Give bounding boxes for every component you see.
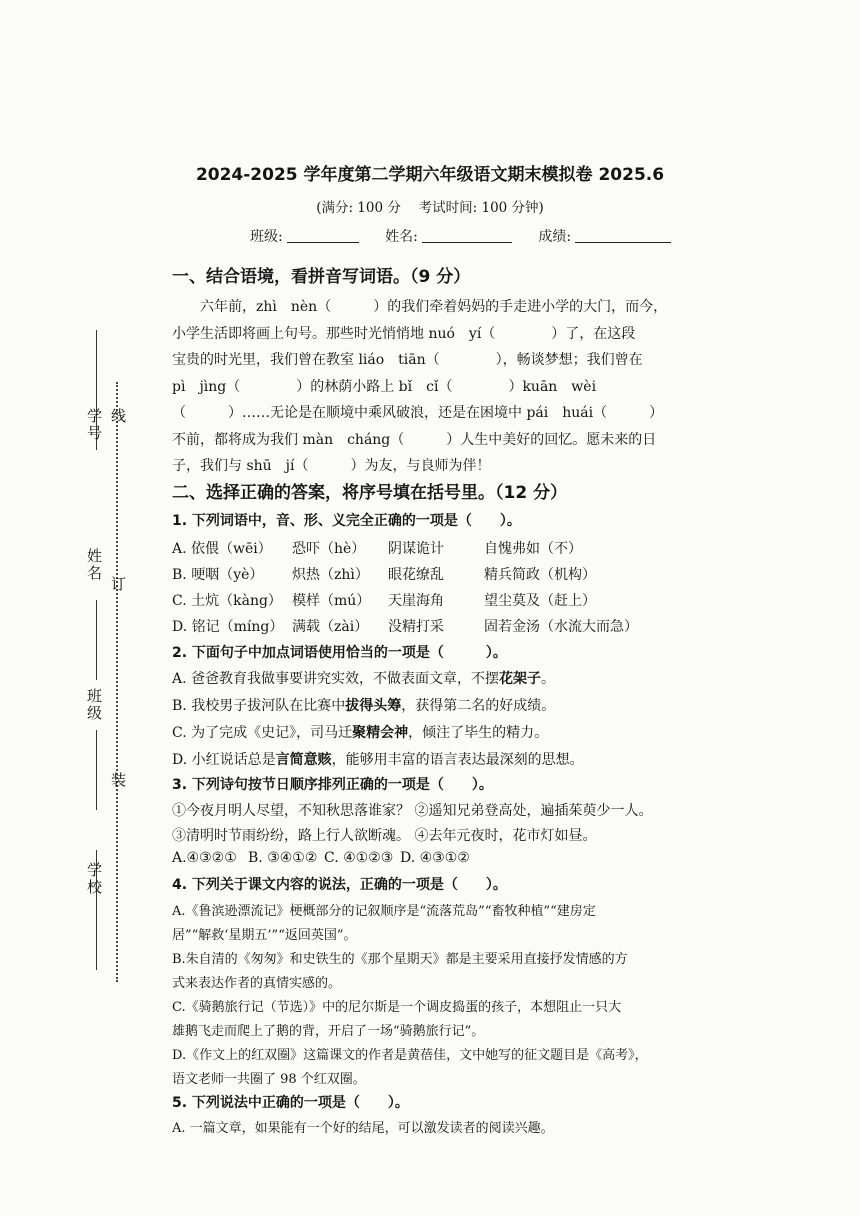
student-info-row	[250, 226, 693, 246]
q2-d-emphasis: 言简意赅	[275, 752, 332, 768]
q2-d-text: D. 小红说话总是	[172, 752, 276, 768]
q3-choices	[172, 850, 476, 866]
q2-option-d	[172, 749, 584, 769]
q1-a-word1: A. 依偎（wēi）	[172, 541, 272, 557]
question-5-stem: 5. 下列说法中正确的一项是（ ）。	[172, 1095, 409, 1111]
binding-banji: 班级	[85, 688, 103, 722]
q2-d-tail: ，能够用丰富的语言表达最深刻的思想。	[331, 752, 584, 768]
q4-option-line: A.《鲁滨逊漂流记》梗概部分的记叙顺序是“流落荒岛”“畜牧种植”“建房定	[172, 904, 596, 919]
q1-c-word3: 天崖海角	[388, 593, 444, 609]
q2-option-c	[172, 722, 548, 742]
q2-option-a	[172, 668, 555, 688]
q1-d-word4: 固若金汤（水流大而急）	[484, 619, 638, 635]
q2-a-text: A. 爸爸教育我做事要讲究实效，不做表面文章，不摆	[172, 671, 500, 687]
q1-d-word1: D. 铭记（míng）	[172, 619, 284, 635]
exam-title: 2024-2025 学年度第二学期六年级语文期末模拟卷 2025.6	[195, 165, 665, 185]
binding-rule-3	[96, 730, 97, 810]
q1-c-word2: 模样（mú）	[292, 593, 371, 609]
class-label: 班级:	[250, 229, 283, 245]
q1-option-a	[172, 538, 582, 558]
q1-c-word1: C. 土炕（kàng）	[172, 593, 282, 609]
q2-c-text: C. 为了完成《史记》，司马迁	[172, 725, 353, 741]
score-blank[interactable]	[575, 228, 671, 243]
q2-b-tail: ，获得第二名的好成绩。	[401, 698, 556, 714]
q5-option-a: A. 一篇文章，如果能有一个好的结尾，可以激发读者的阅读兴趣。	[172, 1121, 554, 1136]
q4-option-line: B.朱自清的《匆匆》和史铁生的《那个星期天》都是主要采用直接抒发情感的方	[172, 952, 628, 967]
class-blank[interactable]	[287, 228, 359, 243]
q1-a-word4: 自愧弗如（不）	[484, 541, 582, 557]
q3-choice-d: D. ④③①②	[400, 850, 470, 866]
q2-a-emphasis: 花架子	[499, 671, 542, 687]
q3-poem-line: ①今夜月明人尽望，不知秋思落谁家？ ②遥知兄弟登高处，遍插茱萸少一人。	[172, 803, 653, 819]
passage-line: 小学生活即将画上句号。那些时光悄悄地 nuó yí（ ）了，在这段	[172, 325, 636, 342]
passage-line: 子，我们与 shū jí（ ）为友，与良师为伴！	[172, 458, 491, 474]
passage-line: 六年前，zhì nèn（ ）的我们牵着妈妈的手走进小学的大门，而今，	[200, 299, 668, 315]
score-label: 成绩:	[538, 229, 572, 245]
q2-c-tail: ，倾注了毕生的精力。	[408, 725, 549, 741]
q1-d-word3: 没精打采	[388, 619, 444, 635]
binding-xuehao: 学号	[85, 408, 103, 442]
q4-option-line: 语文老师一共圈了 98 个红双圈。	[172, 1072, 366, 1087]
q1-option-c	[172, 590, 596, 610]
q1-b-word3: 眼花缭乱	[388, 567, 444, 583]
q2-c-emphasis: 聚精会神	[352, 725, 409, 741]
binding-rule-2	[96, 600, 97, 680]
q4-option-line: 居”“解救‘星期五’”“返回英国”。	[172, 928, 357, 943]
exam-subtitle: (满分: 100 分 考试时间: 100 分钟)	[316, 200, 544, 216]
q3-choice-a: A.④③②①	[172, 850, 237, 866]
q2-option-b	[172, 695, 555, 715]
q1-b-word2: 炽热（zhì）	[292, 567, 369, 583]
binding-dotted-line	[116, 382, 118, 982]
q1-a-word2: 恐吓（hè）	[292, 541, 366, 557]
q1-option-b	[172, 564, 596, 584]
binding-xian: 线	[109, 408, 127, 425]
q4-option-line: 式来表达作者的真情实感的。	[172, 976, 342, 991]
q1-b-word4: 精兵简政（机构）	[484, 567, 596, 583]
q3-choice-c: C. ④①②③	[324, 850, 394, 866]
question-1-stem: 1. 下列词语中，音、形、义完全正确的一项是（ ）。	[172, 513, 521, 529]
question-2-stem: 2. 下面句子中加点词语使用恰当的一项是（ ）。	[172, 645, 507, 661]
binding-xingming: 姓名	[85, 548, 103, 582]
passage-line: 不前，都将成为我们 màn cháng（ ）人生中美好的回忆。愿未来的日	[172, 431, 657, 448]
q4-option-line: C.《骑鹅旅行记（节选）》中的尼尔斯是一个调皮捣蛋的孩子，本想阻止一只大	[172, 1000, 622, 1015]
binding-xuexiao: 学校	[85, 862, 103, 896]
section2-title: 二、选择正确的答案，将序号填在括号里。（12 分）	[172, 483, 568, 503]
q1-b-word1: B. 哽咽（yè）	[172, 567, 264, 583]
passage-line: （ ）……无论是在顺境中乘风破浪，还是在困境中 pái huái（ ）	[172, 405, 664, 421]
section1-passage	[172, 294, 732, 480]
q4-option-line: 雄鹅飞走而爬上了鹅的背，开启了一场“骑鹅旅行记”。	[172, 1024, 485, 1039]
name-label: 姓名:	[385, 229, 418, 245]
binding-zhuang: 装	[109, 772, 127, 789]
q1-a-word3: 阴谋诡计	[388, 541, 444, 557]
question-3-stem: 3. 下列诗句按节日顺序排列正确的一项是（ ）。	[172, 777, 493, 793]
q4-option-line: D.《作文上的红双圈》这篇课文的作者是黄蓓佳，文中她写的征文题目是《高考》，	[172, 1048, 648, 1063]
q3-choice-b: B. ③④①②	[248, 850, 318, 866]
question-4-stem: 4. 下列关于课文内容的说法，正确的一项是（ ）。	[172, 877, 507, 893]
q1-d-word2: 满载（zài）	[292, 619, 369, 635]
q3-poem-line: ③清明时节雨纷纷，路上行人欲断魂。 ④去年元夜时，花市灯如昼。	[172, 828, 597, 844]
binding-ding: 订	[109, 576, 127, 593]
q2-a-tail: 。	[541, 671, 556, 687]
passage-line: pì jìng（ ）的林荫小路上 bǐ cǐ（ ）kuān wèi	[172, 378, 597, 395]
section1-title: 一、结合语境，看拼音写词语。（9 分）	[172, 267, 471, 287]
passage-line: 宝贵的时光里，我们曾在教室 liáo tiān（ ），畅谈梦想；我们曾在	[172, 352, 643, 368]
q1-c-word4: 望尘莫及（赶上）	[484, 593, 596, 609]
q2-b-emphasis: 拔得头筹	[345, 698, 402, 714]
name-blank[interactable]	[422, 228, 512, 243]
q2-b-text: B. 我校男子拔河队在比赛中	[172, 698, 346, 714]
q1-option-d	[172, 616, 638, 636]
